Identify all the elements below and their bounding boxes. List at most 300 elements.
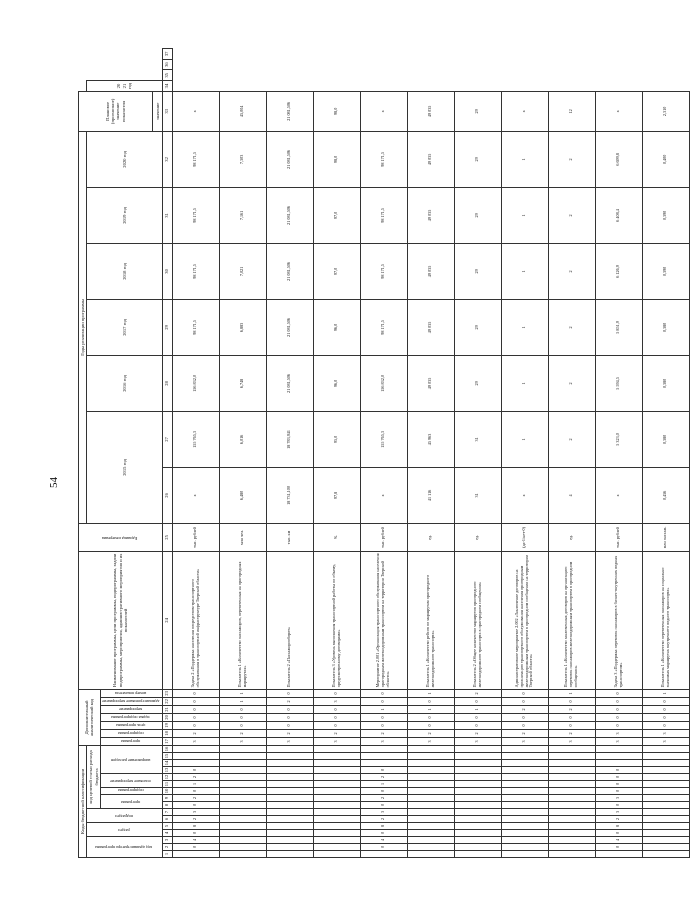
final-value-cell: 45,004 — [219, 91, 266, 131]
code-cell — [219, 837, 266, 844]
column-number: 33 — [162, 91, 172, 131]
year-value-cell: 97,8 — [313, 467, 360, 523]
analytic-code-cell: 0 — [219, 705, 266, 713]
code-cell — [548, 809, 595, 816]
code-cell: 0 — [172, 802, 219, 809]
code-cell — [407, 795, 454, 802]
year-value-cell: 98 171,5 — [360, 299, 407, 355]
code-cell: 8 — [595, 823, 642, 830]
code-cell — [548, 767, 595, 774]
year-value-cell: 2 — [548, 355, 595, 411]
code-cell — [219, 760, 266, 767]
unit-cell: млн пассаж. — [642, 523, 689, 551]
header-year-2016: 2016 год — [87, 355, 162, 411]
analytic-code-cell: 0 — [266, 713, 313, 721]
analytic-code-cell: 2 — [219, 729, 266, 737]
year-value-cell: 5 594,5 — [595, 355, 642, 411]
code-cell — [501, 753, 548, 760]
unit-cell: (да-1/нет-0) — [501, 523, 548, 551]
code-cell: 2 — [360, 774, 407, 781]
table-row — [266, 49, 313, 858]
table-row — [501, 49, 548, 858]
column-number: 7 — [162, 809, 172, 816]
column-number: 15 — [162, 753, 172, 760]
table-row — [313, 49, 360, 858]
year-value-cell: 98 171,5 — [360, 131, 407, 187]
column-number: 22 — [162, 697, 172, 705]
analytic-code-cell: 0 — [219, 721, 266, 729]
year-value-cell: 0,400 — [642, 131, 689, 187]
column-number: 37 — [162, 49, 172, 60]
code-cell: 8 — [360, 823, 407, 830]
analytic-code-cell: 1 — [360, 705, 407, 713]
year-value-cell: 1 — [501, 187, 548, 243]
code-cell — [219, 788, 266, 795]
code-cell — [454, 802, 501, 809]
column-number: 9 — [162, 795, 172, 802]
code-cell — [360, 760, 407, 767]
code-cell — [219, 774, 266, 781]
analytic-code-cell: 0 — [595, 705, 642, 713]
column-number: 26 — [162, 467, 172, 523]
year-value-cell: 18 731,100 — [266, 467, 313, 523]
year-value-cell: 31 — [454, 467, 501, 523]
year-value-cell: 31 — [454, 411, 501, 467]
year-value-cell: 98 171,5 — [172, 187, 219, 243]
code-cell — [548, 851, 595, 858]
code-cell — [407, 851, 454, 858]
code-cell — [642, 760, 689, 767]
code-cell — [407, 774, 454, 781]
year-value-cell: 41 116 — [407, 467, 454, 523]
code-cell — [313, 745, 360, 752]
unit-cell: тыс. рублей — [595, 523, 642, 551]
header-name: Наименование программы, цели программы, подпрограммы, задачи подпрограммы, мероприятия, административного мероприятия и их показателей — [79, 551, 163, 689]
code-cell: 2 — [172, 795, 219, 802]
analytic-code-cell: 0 — [172, 713, 219, 721]
indicator-name: Показатель 1 «Количество заключенных договоров на организацию перевозок пассажиров железнодорожным транспортом в пригородном сообщении» — [548, 551, 595, 689]
code-cell — [454, 816, 501, 823]
code-cell — [454, 844, 501, 851]
code-cell — [313, 802, 360, 809]
code-cell — [454, 837, 501, 844]
code-cell: 0 — [595, 774, 642, 781]
column-number: 11 — [162, 781, 172, 788]
analytic-code-cell: 0 — [407, 721, 454, 729]
code-cell — [642, 830, 689, 837]
code-cell — [407, 837, 454, 844]
final-value-cell: х — [501, 91, 548, 131]
year-value-cell: 6,748 — [219, 355, 266, 411]
code-cell: 2 — [172, 774, 219, 781]
year-value-cell: х — [172, 467, 219, 523]
code-cell — [407, 816, 454, 823]
analytic-code-cell: 0 — [360, 721, 407, 729]
year-value-cell: х — [595, 467, 642, 523]
code-cell — [266, 767, 313, 774]
analytic-code-cell: 3 — [595, 737, 642, 745]
indicator-name: Показатель 2 «Пассажирооборот» — [266, 551, 313, 689]
code-cell — [313, 837, 360, 844]
analytic-code-cell: 2 — [360, 729, 407, 737]
code-cell — [219, 830, 266, 837]
analytic-code-cell: 0 — [595, 713, 642, 721]
year-value-cell: 21 081,506 — [266, 299, 313, 355]
year-value-cell: 0,380 — [642, 355, 689, 411]
year-value-cell: 21 081,506 — [266, 355, 313, 411]
code-cell — [501, 809, 548, 816]
code-cell — [501, 774, 548, 781]
analytic-code-cell: 0 — [313, 721, 360, 729]
analytic-code-cell: 2 — [172, 729, 219, 737]
year-value-cell: 155 765,3 — [360, 411, 407, 467]
year-value-cell: 95,0 — [313, 411, 360, 467]
analytic-code-cell: 0 — [266, 689, 313, 697]
code-cell: 1 — [172, 781, 219, 788]
year-value-cell: 2 — [548, 243, 595, 299]
code-cell — [642, 816, 689, 823]
column-number: 35 — [162, 70, 172, 81]
column-number: 17 — [162, 737, 172, 745]
indicator-name: Задача 2 «Поддержка населения посредством транспортного обслуживания в транспортной инфраструктуре Тверской области» — [172, 551, 219, 689]
final-value-cell: 29 — [454, 91, 501, 131]
column-number: 14 — [162, 760, 172, 767]
code-cell — [219, 795, 266, 802]
code-cell — [501, 851, 548, 858]
rotated-table-sheet — [48, 48, 670, 858]
code-cell — [454, 795, 501, 802]
indicator-name: Показатель 1 «Количество перевезенных пассажиров на социально значимых маршрутах внутреннего водного транспорта» — [642, 551, 689, 689]
year-value-cell: 49 035 — [407, 187, 454, 243]
header-an-event: мероприятие — [100, 705, 162, 713]
header-an-task: задача подпрограммы — [100, 713, 162, 721]
code-cell — [313, 823, 360, 830]
year-value-cell: 1 — [501, 411, 548, 467]
header-analytic: Дополнительный аналитический код — [79, 689, 101, 745]
header-year-2020: 2020 год — [87, 131, 162, 187]
page-number: 54 — [48, 477, 60, 488]
code-cell — [501, 745, 548, 752]
analytic-code-cell: 0 — [501, 713, 548, 721]
header-program: программа — [100, 795, 162, 809]
analytic-code-cell: 1 — [548, 689, 595, 697]
code-cell — [548, 781, 595, 788]
code-cell — [501, 781, 548, 788]
code-cell: 0 — [360, 844, 407, 851]
year-value-cell: 49 035 — [407, 131, 454, 187]
unit-cell: тыс. рублей — [172, 523, 219, 551]
code-cell — [219, 816, 266, 823]
column-number: 16 — [162, 745, 172, 752]
column-number: 5 — [162, 823, 172, 830]
column-number: 25 — [162, 523, 172, 551]
code-cell — [642, 851, 689, 858]
code-cell — [454, 788, 501, 795]
code-cell — [501, 760, 548, 767]
code-cell — [266, 760, 313, 767]
code-cell — [407, 745, 454, 752]
final-value-cell: х — [360, 91, 407, 131]
code-cell: 0 — [360, 830, 407, 837]
code-cell — [454, 774, 501, 781]
code-cell: 0 — [595, 802, 642, 809]
analytic-code-cell: 0 — [595, 721, 642, 729]
code-cell — [360, 851, 407, 858]
analytic-code-cell: 3 — [407, 737, 454, 745]
header-codes: Коды бюджетной классификации — [79, 745, 87, 857]
code-cell — [172, 753, 219, 760]
analytic-code-cell: 3 — [266, 737, 313, 745]
code-cell — [313, 774, 360, 781]
code-cell — [501, 830, 548, 837]
code-cell — [595, 851, 642, 858]
code-cell: 0 — [595, 830, 642, 837]
header-an-subprogram: подпрограмма — [100, 729, 162, 737]
final-value-cell: 21 081,506 — [266, 91, 313, 131]
analytic-code-cell: 0 — [548, 713, 595, 721]
year-value-cell: 0,390 — [642, 243, 689, 299]
code-cell — [454, 809, 501, 816]
code-cell — [501, 788, 548, 795]
code-cell: 4 — [172, 837, 219, 844]
header-expense-direction: направление расходов — [100, 745, 162, 773]
code-cell — [266, 788, 313, 795]
year-value-cell: 96,0 — [313, 355, 360, 411]
year-value-cell: 0,456 — [642, 467, 689, 523]
code-cell — [172, 745, 219, 752]
column-number: 10 — [162, 788, 172, 795]
code-cell — [501, 823, 548, 830]
code-cell — [407, 753, 454, 760]
year-value-cell: 29 — [454, 243, 501, 299]
indicator-name: Показатель 2 «Общее количество маршрутов пригородного железнодорожного транспорта в пригородном сообщении» — [454, 551, 501, 689]
code-cell — [266, 795, 313, 802]
year-value-cell: 0,380 — [642, 411, 689, 467]
code-cell: 2 — [360, 795, 407, 802]
year-value-cell: 29 — [454, 131, 501, 187]
year-value-cell: 98 171,5 — [172, 243, 219, 299]
year-value-cell: 97,0 — [313, 243, 360, 299]
analytic-code-cell: 3 — [172, 737, 219, 745]
year-value-cell: 5 851,9 — [595, 299, 642, 355]
year-value-cell: 155 765,3 — [172, 411, 219, 467]
code-cell — [548, 823, 595, 830]
code-cell — [172, 851, 219, 858]
code-cell — [548, 753, 595, 760]
analytic-code-cell: 0 — [501, 689, 548, 697]
code-cell — [266, 816, 313, 823]
code-cell — [313, 753, 360, 760]
code-cell: 0 — [595, 788, 642, 795]
code-cell — [266, 809, 313, 816]
indicator-name: Показатель 1 «Количество рейсов по маршрутам пригородного железнодорожного транспорта» — [407, 551, 454, 689]
code-cell — [548, 760, 595, 767]
code-cell — [313, 760, 360, 767]
table-row — [360, 49, 407, 858]
code-cell — [501, 802, 548, 809]
code-cell: 4 — [595, 837, 642, 844]
year-value-cell: 98 171,5 — [172, 131, 219, 187]
indicator-name: Показатель 3 «Уровень выполнения транспортной работы по объему, предусмотренному договорами» — [313, 551, 360, 689]
analytic-code-cell: 2 — [548, 705, 595, 713]
column-number: 3 — [162, 837, 172, 844]
program-indicators-table — [78, 48, 690, 858]
code-cell — [642, 767, 689, 774]
analytic-code-cell: 0 — [172, 705, 219, 713]
code-cell — [219, 802, 266, 809]
code-cell — [219, 767, 266, 774]
analytic-code-cell: 0 — [313, 689, 360, 697]
code-cell — [642, 753, 689, 760]
code-cell — [454, 851, 501, 858]
unit-cell: % — [313, 523, 360, 551]
code-cell — [313, 816, 360, 823]
table-row — [642, 49, 689, 858]
year-value-cell: 49 035 — [407, 299, 454, 355]
code-cell — [501, 816, 548, 823]
code-cell: 3 — [595, 795, 642, 802]
code-cell — [454, 830, 501, 837]
header-an-goal: цель программы — [100, 721, 162, 729]
analytic-code-cell: 1 — [642, 689, 689, 697]
code-cell — [642, 781, 689, 788]
analytic-code-cell: 3 — [595, 729, 642, 737]
year-value-cell: 49 035 — [407, 355, 454, 411]
year-value-cell: 29 — [454, 299, 501, 355]
analytic-code-cell: 0 — [407, 713, 454, 721]
code-cell — [313, 767, 360, 774]
analytic-code-cell: 1 — [407, 705, 454, 713]
column-number: 19 — [162, 721, 172, 729]
analytic-code-cell: 2 — [548, 729, 595, 737]
final-value-cell: х — [172, 91, 219, 131]
code-cell: 0 — [595, 767, 642, 774]
analytic-code-cell: 0 — [501, 697, 548, 705]
code-cell: 0 — [172, 844, 219, 851]
final-value-cell: х — [595, 91, 642, 131]
year-value-cell: 4 — [548, 467, 595, 523]
analytic-code-cell: 2 — [313, 729, 360, 737]
column-number: 30 — [162, 243, 172, 299]
analytic-code-cell: 0 — [642, 713, 689, 721]
header-subprogram: подпрограмма — [100, 788, 162, 795]
analytic-code-cell: 0 — [548, 721, 595, 729]
year-value-cell: х — [360, 467, 407, 523]
indicator-name: Мероприятие 2.001 «Организация транспортного обслуживания населения пригородным железнодорожным транспортом на территории Тверской области» — [360, 551, 407, 689]
year-value-cell: 1 — [501, 131, 548, 187]
header-final-value: значение — [152, 91, 162, 131]
final-value-cell: 2,310 — [642, 91, 689, 131]
unit-cell: ед. — [454, 523, 501, 551]
header-admin-code: код администратора программы — [87, 837, 162, 858]
code-cell — [266, 830, 313, 837]
analytic-code-cell: 3 — [548, 737, 595, 745]
code-cell — [548, 745, 595, 752]
year-value-cell: 0,380 — [642, 299, 689, 355]
code-cell — [595, 760, 642, 767]
code-cell — [642, 795, 689, 802]
year-value-cell: 156 832,0 — [172, 355, 219, 411]
code-cell: 0 — [360, 788, 407, 795]
code-cell — [219, 844, 266, 851]
year-value-cell: 96,0 — [313, 299, 360, 355]
table-row — [407, 49, 454, 858]
code-cell — [266, 851, 313, 858]
column-number: 28 — [162, 355, 172, 411]
code-cell: 0 — [172, 767, 219, 774]
code-cell — [313, 781, 360, 788]
code-cell — [642, 809, 689, 816]
code-cell — [454, 767, 501, 774]
header-year-2019: 2019 год — [87, 187, 162, 243]
code-cell: 4 — [360, 837, 407, 844]
code-cell — [266, 837, 313, 844]
header-subsection: подраздел — [87, 809, 162, 823]
year-value-cell: 2 — [548, 411, 595, 467]
analytic-code-cell: 0 — [266, 721, 313, 729]
code-cell — [548, 816, 595, 823]
header-an-admin-event: административное мероприятие — [100, 697, 162, 705]
year-value-cell: 45 963 — [407, 411, 454, 467]
table-row — [595, 49, 642, 858]
code-cell — [454, 745, 501, 752]
year-value-cell: 7,161 — [219, 187, 266, 243]
year-value-cell: 21 081,506 — [266, 243, 313, 299]
column-number: 2 — [162, 844, 172, 851]
code-cell — [266, 802, 313, 809]
code-cell — [548, 844, 595, 851]
analytic-code-cell: 2 — [266, 697, 313, 705]
code-cell: 0 — [360, 802, 407, 809]
code-cell: 2 — [360, 816, 407, 823]
year-value-cell: 6 699,8 — [595, 131, 642, 187]
code-cell: 0 — [172, 788, 219, 795]
column-number-row — [162, 49, 172, 858]
analytic-code-cell: 2 — [407, 729, 454, 737]
code-cell: 3 — [360, 809, 407, 816]
unit-cell: млн чел. — [219, 523, 266, 551]
code-cell: 0 — [595, 844, 642, 851]
year-value-cell: 2 — [548, 187, 595, 243]
final-value-cell: 98,0 — [313, 91, 360, 131]
column-number: 32 — [162, 131, 172, 187]
year-value-cell: х — [501, 467, 548, 523]
analytic-code-cell: 0 — [454, 721, 501, 729]
analytic-code-cell: 0 — [454, 697, 501, 705]
header-unit: Единица измерения — [79, 523, 163, 551]
code-cell — [501, 767, 548, 774]
analytic-code-cell: 0 — [172, 689, 219, 697]
analytic-code-cell: 1 — [219, 697, 266, 705]
analytic-code-cell: 3 — [219, 737, 266, 745]
code-cell — [642, 802, 689, 809]
code-cell: 2 — [172, 816, 219, 823]
code-cell — [642, 788, 689, 795]
code-cell — [313, 851, 360, 858]
header-section: раздел — [87, 823, 162, 837]
code-cell — [642, 745, 689, 752]
code-cell — [454, 781, 501, 788]
analytic-code-cell: 2 — [454, 729, 501, 737]
analytic-code-cell: 0 — [172, 721, 219, 729]
code-cell — [642, 774, 689, 781]
analytic-code-cell: 0 — [360, 697, 407, 705]
year-value-cell: 21 081,506 — [266, 187, 313, 243]
year-value-cell: 156 832,0 — [360, 355, 407, 411]
header-an-program: программа — [100, 737, 162, 745]
code-cell: 2 — [595, 816, 642, 823]
analytic-code-cell: 0 — [360, 713, 407, 721]
